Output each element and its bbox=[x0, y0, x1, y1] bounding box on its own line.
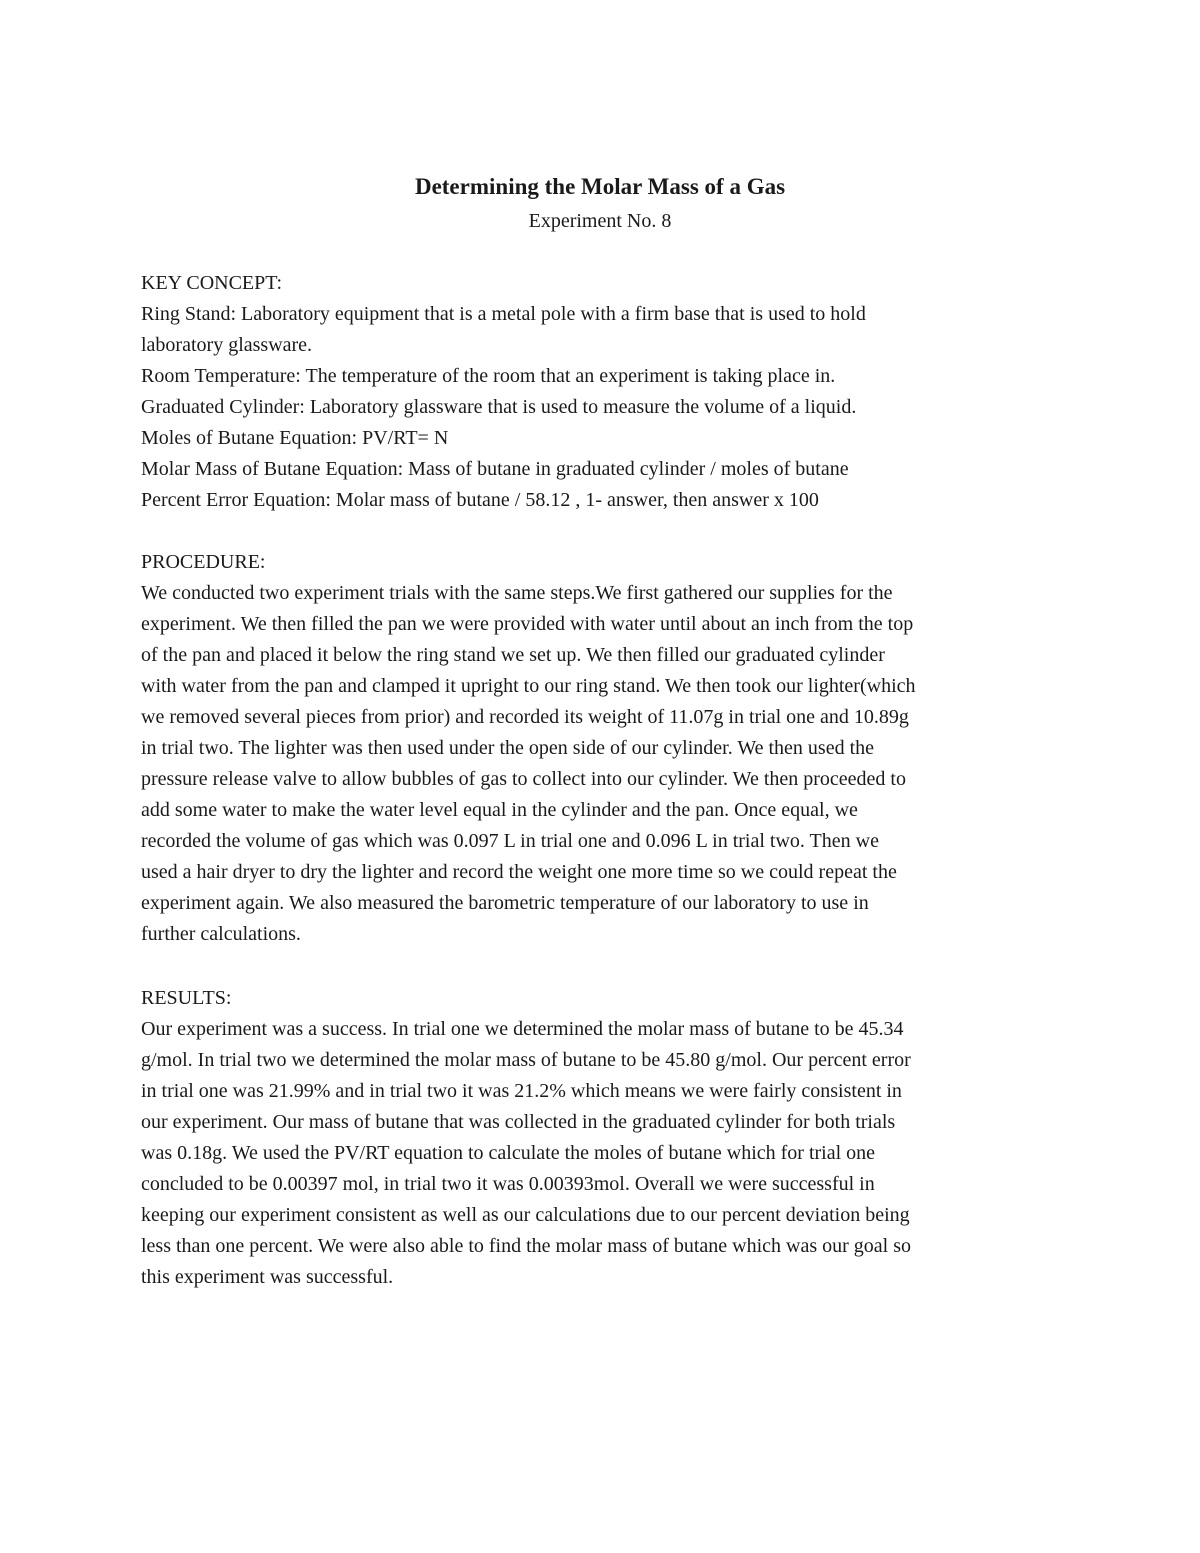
procedure-line: We conducted two experiment trials with the same steps.We first gathered our supplies for the bbox=[141, 582, 893, 604]
procedure-line: recorded the volume of gas which was 0.097 L in trial one and 0.096 L in trial two. Then we bbox=[141, 830, 879, 852]
procedure-line: we removed several pieces from prior) and recorded its weight of 11.07g in trial one and 10.89g bbox=[141, 706, 909, 728]
results-section bbox=[141, 983, 1061, 1293]
key-concept-line: Moles of Butane Equation: PV/RT= N bbox=[141, 427, 449, 449]
procedure-line: in trial two. The lighter was then used under the open side of our cylinder. We then used the bbox=[141, 737, 875, 759]
key-concept-line: Room Temperature: The temperature of the room that an experiment is taking place in. bbox=[141, 365, 836, 387]
results-line: concluded to be 0.00397 mol, in trial two it was 0.00393mol. Overall we were successful in bbox=[141, 1173, 875, 1195]
results-line: in trial one was 21.99% and in trial two it was 21.2% which means we were fairly consistent in bbox=[141, 1080, 902, 1102]
results-line: our experiment. Our mass of butane that was collected in the graduated cylinder for both trials bbox=[141, 1111, 896, 1133]
key-concept-heading: KEY CONCEPT: bbox=[141, 272, 283, 294]
results-paragraph bbox=[141, 1014, 1061, 1293]
procedure-paragraph bbox=[141, 578, 1061, 950]
procedure-section bbox=[141, 547, 1061, 950]
procedure-line: experiment again. We also measured the barometric temperature of our laboratory to use in bbox=[141, 892, 869, 914]
procedure-line: pressure release valve to allow bubbles of gas to collect into our cylinder. We then proceeded to bbox=[141, 768, 906, 790]
key-concept-line: laboratory glassware. bbox=[141, 334, 313, 356]
document-title: Determining the Molar Mass of a Gas bbox=[414, 174, 786, 199]
procedure-line: further calculations. bbox=[141, 923, 301, 945]
results-line: Our experiment was a success. In trial one we determined the molar mass of butane to be 45.34 bbox=[141, 1018, 904, 1040]
procedure-line: add some water to make the water level equal in the cylinder and the pan. Once equal, we bbox=[141, 799, 858, 821]
procedure-heading: PROCEDURE: bbox=[141, 551, 266, 573]
key-concept-line: Graduated Cylinder: Laboratory glassware that is used to measure the volume of a liquid. bbox=[141, 396, 857, 418]
key-concept-line: Ring Stand: Laboratory equipment that is a metal pole with a firm base that is used to hold bbox=[141, 303, 866, 325]
key-concept-line: Molar Mass of Butane Equation: Mass of butane in graduated cylinder / moles of butane bbox=[141, 458, 849, 480]
procedure-line: with water from the pan and clamped it upright to our ring stand. We then took our lighter(which bbox=[141, 675, 916, 697]
results-line: this experiment was successful. bbox=[141, 1266, 394, 1288]
results-line: keeping our experiment consistent as well as our calculations due to our percent deviation being bbox=[141, 1204, 910, 1226]
key-concept-section bbox=[141, 268, 1061, 516]
procedure-line: of the pan and placed it below the ring stand we set up. We then filled our graduated cylinder bbox=[141, 644, 885, 666]
procedure-line: experiment. We then filled the pan we were provided with water until about an inch from the top bbox=[141, 613, 914, 635]
results-line: g/mol. In trial two we determined the molar mass of butane to be 45.80 g/mol. Our percent error bbox=[141, 1049, 911, 1071]
results-line: was 0.18g. We used the PV/RT equation to calculate the moles of butane which for trial one bbox=[141, 1142, 876, 1164]
key-concept-line: Percent Error Equation: Molar mass of butane / 58.12 , 1- answer, then answer x 100 bbox=[141, 489, 819, 511]
procedure-line: used a hair dryer to dry the lighter and record the weight one more time so we could repeat the bbox=[141, 861, 897, 883]
results-heading: RESULTS: bbox=[141, 987, 232, 1009]
document-subtitle: Experiment No. 8 bbox=[528, 210, 672, 232]
results-line: less than one percent. We were also able to find the molar mass of butane which was our goal so bbox=[141, 1235, 912, 1257]
